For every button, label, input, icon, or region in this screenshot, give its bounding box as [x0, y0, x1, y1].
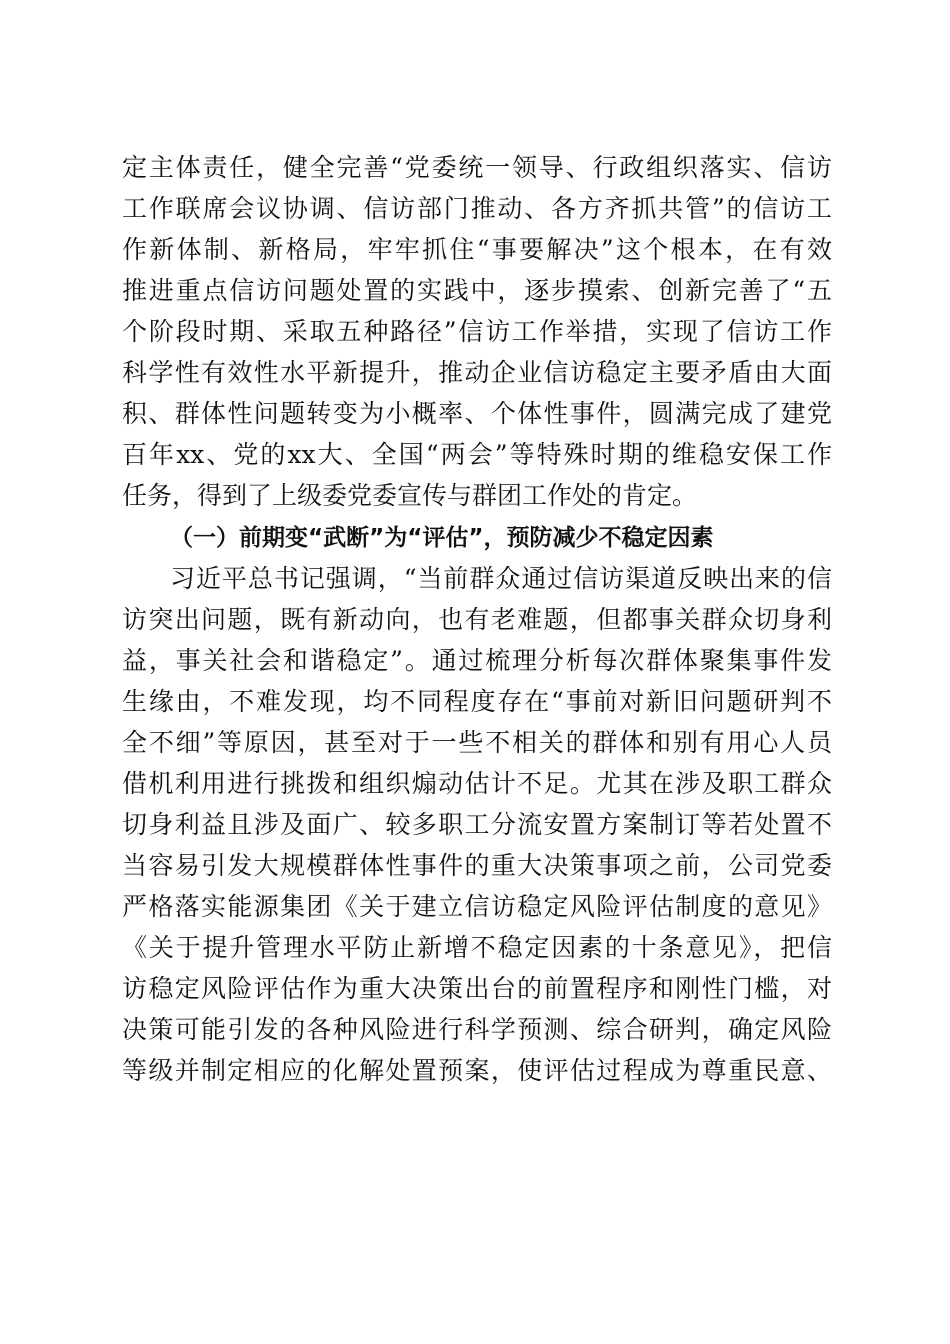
- paragraph-line: 访稳定风险评估作为重大决策出台的前置程序和刚性门槛，对: [122, 974, 832, 1003]
- paragraph-line: 推进重点信访问题处置的实践中，逐步摸索、创新完善了“五: [122, 276, 832, 305]
- paragraph-line: 《关于提升管理水平防止新增不稳定因素的十条意见》，把信: [122, 933, 832, 962]
- paragraph-line: 借机利用进行挑拨和组织煽动估计不足。尤其在涉及职工群众: [122, 769, 832, 798]
- paragraph-line: 科学性有效性水平新提升，推动企业信访稳定主要矛盾由大面: [122, 358, 832, 387]
- paragraph-line: 当容易引发大规模群体性事件的重大决策事项之前，公司党委: [122, 851, 832, 880]
- paragraph-line: 生缘由，不难发现，均不同程度存在“事前对新旧问题研判不: [122, 687, 832, 716]
- paragraph-line: 严格落实能源集团《关于建立信访稳定风险评估制度的意见》: [122, 892, 832, 921]
- paragraph-line: 切身利益且涉及面广、较多职工分流安置方案制订等若处置不: [122, 810, 832, 839]
- paragraph-line: 习近平总书记强调，“当前群众通过信访渠道反映出来的信: [170, 564, 832, 593]
- paragraph-line: 益，事关社会和谐稳定”。通过梳理分析每次群体聚集事件发: [122, 646, 832, 675]
- paragraph-line: 定主体责任，健全完善“党委统一领导、行政组织落实、信访: [122, 153, 832, 182]
- paragraph-line: 访突出问题，既有新动向，也有老难题，但都事关群众切身利: [122, 605, 832, 634]
- section-heading: （一）前期变“武断”为“评估”，预防减少不稳定因素: [170, 525, 714, 551]
- paragraph-line: 个阶段时期、采取五种路径”信访工作举措，实现了信访工作: [122, 317, 832, 346]
- paragraph-line: 决策可能引发的各种风险进行科学预测、综合研判，确定风险: [122, 1015, 832, 1044]
- paragraph-line: 百年xx、党的xx大、全国“两会”等特殊时期的维稳安保工作: [122, 440, 832, 469]
- paragraph-line: 等级并制定相应的化解处置预案，使评估过程成为尊重民意、: [122, 1056, 832, 1085]
- paragraph-line: 工作联席会议协调、信访部门推动、各方齐抓共管”的信访工: [122, 194, 832, 223]
- paragraph-line: 积、群体性问题转变为小概率、个体性事件，圆满完成了建党: [122, 399, 832, 428]
- paragraph-line: 作新体制、新格局，牢牢抓住“事要解决”这个根本，在有效: [122, 235, 832, 264]
- paragraph-line: 任务，得到了上级委党委宣传与群团工作处的肯定。: [122, 481, 698, 510]
- paragraph-line: 全不细”等原因，甚至对于一些不相关的群体和别有用心人员: [122, 728, 832, 757]
